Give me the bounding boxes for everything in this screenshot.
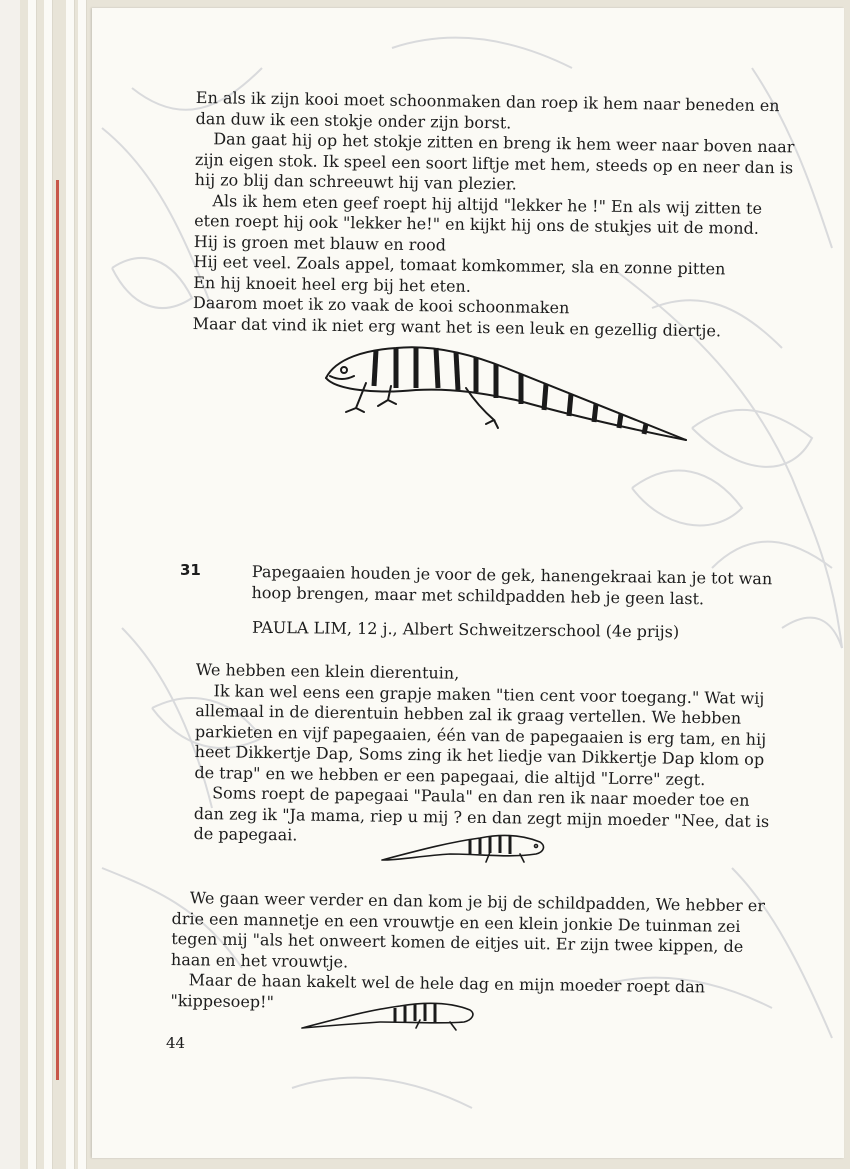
paragraph: We gaan weer verder en dan kom je bij de schildpadden, We hebber er drie een mannetje en een vrouwtje en een klein jonkie De tuinman zei tegen mij "als het onweert komen de eitjes uit. Er zijn twee kippen, de haan en het vrouwtje. bbox=[170, 888, 766, 971]
book-edge bbox=[0, 0, 20, 1169]
paragraph: Maar de haan kakelt wel de hele dag en mijn moeder roept dan "kippesoep!" bbox=[170, 970, 706, 1011]
page-edge bbox=[44, 0, 53, 1169]
text-line: Daarom moet ik zo vaak de kooi schoonmaken bbox=[192, 292, 570, 318]
page-edge bbox=[28, 0, 37, 1169]
paragraph: En als ik zijn kooi moet schoonmaken dan roep ik hem naar beneden en dan duw ik een stokje onder zijn borst. bbox=[195, 88, 780, 132]
story-part-1 bbox=[193, 88, 796, 342]
motto: Papegaaien houden je voor de gek, hanengekraai kan je tot wan hoop brengen, maar met schildpadden heb je geen last. bbox=[251, 562, 773, 608]
text-line: En hij knoeit heel erg bij het eten. bbox=[193, 272, 472, 296]
paragraph: Dan gaat hij op het stokje zitten en breng ik hem weer naar boven naar zijn eigen stok. Ik speel een soort liftje met hem, steeds op en neer dan is hij zo blij dan schreeuwt hij van plezier. bbox=[194, 129, 795, 194]
lizard-drawing bbox=[316, 328, 696, 448]
book-page bbox=[92, 8, 844, 1158]
page-number: 44 bbox=[166, 1034, 186, 1052]
paragraph: Soms roept de papegaai "Paula" en dan ren ik naar moeder toe en dan zeg ik "Ja mama, riep u mij ? en dan zegt mijn moeder "Nee, dat is de papegaai. bbox=[193, 783, 770, 845]
text-line: Hij eet veel. Zoals appel, tomaat komkommer, sla en zonne pitten bbox=[193, 251, 726, 279]
lizard-drawing bbox=[300, 992, 480, 1032]
lizard-drawing bbox=[380, 820, 550, 870]
paragraph: We hebben een klein dierentuin, bbox=[195, 660, 460, 683]
page-edge bbox=[66, 0, 75, 1169]
page-edge bbox=[78, 0, 87, 1169]
text-line: Hij is groen met blauw en rood bbox=[193, 231, 447, 255]
entry-number: 31 bbox=[180, 561, 201, 579]
paragraph: Als ik hem eten geef roept hij altijd "lekker he !" En als wij zitten te eten roept hij ook "lekker he!" en kijkt hij ons de stukjes uit de mond. bbox=[194, 190, 763, 238]
author-heading: PAULA LIM, 12 j., Albert Schweitzerschool (4e prijs) bbox=[251, 617, 680, 642]
cover-edge bbox=[56, 180, 59, 1080]
text-line: Maar dat vind ik niet erg want het is een leuk en gezellig diertje. bbox=[192, 313, 722, 340]
paragraph: Ik kan wel eens een grapje maken "tien cent voor toegang." Wat wij allemaal in de dierentuin hebben zal ik graag vertellen. We hebben parkieten en vijf papegaaien, één van de papegaaien is erg tam, en hij heet Dikkertje Dap, Soms zing ik het liedje van Dikkertje Dap klom op de trap" en we hebben er een papegaai, die altijd "Lorre" zegt. bbox=[194, 680, 767, 789]
